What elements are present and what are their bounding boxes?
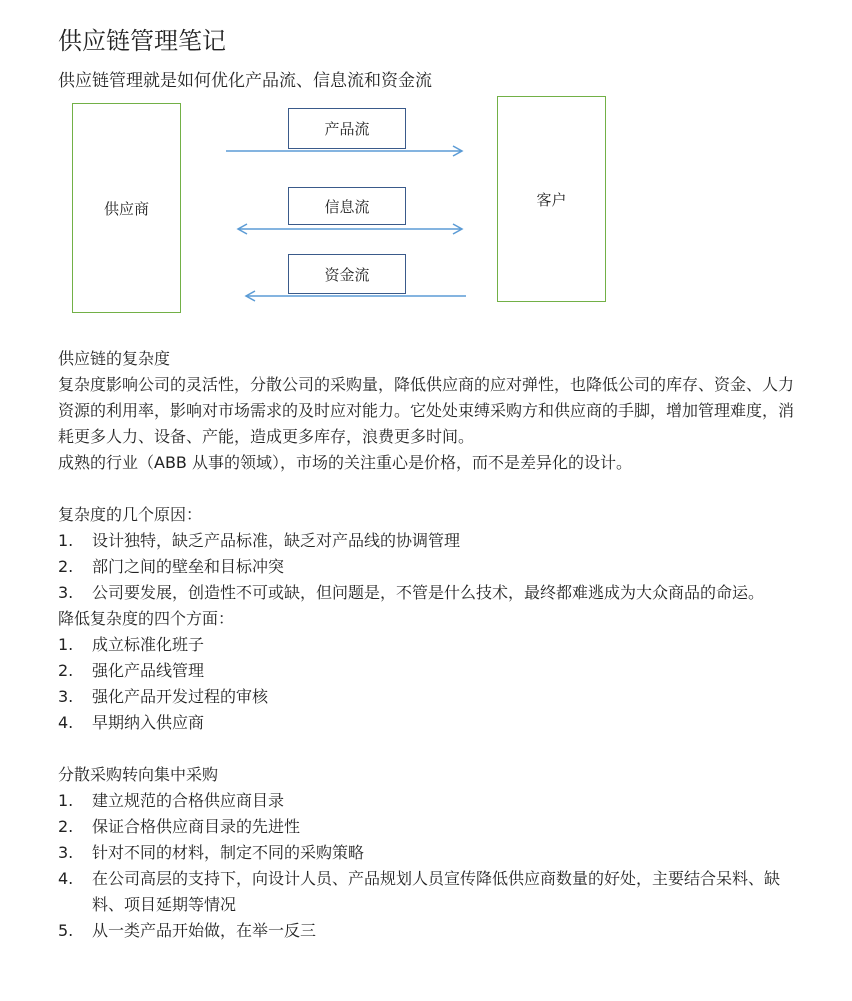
reduce-list <box>58 632 798 736</box>
complexity-paragraph: 复杂度影响公司的灵活性，分散公司的采购量，降低供应商的应对弹性，也降低公司的库存、资金、人力资源的利用率，影响对市场需求的及时应对能力。它处处束缚采购方和供应商的手脚，增加管理难度，消耗更多人力、设备、产能，造成更多库存，浪费更多时间。 <box>58 375 795 446</box>
list-item: 4. 在公司高层的支持下，向设计人员、产品规划人员宣传降低供应商数量的好处，主要结合呆料、缺料、项目延期等情况 <box>58 869 781 914</box>
product-flow-label: 产品流 <box>324 120 370 138</box>
centralize-list <box>58 788 798 944</box>
list-item: 1. 建立规范的合格供应商目录 <box>58 791 285 810</box>
supplier-label: 供应商 <box>103 199 149 218</box>
reasons-heading: 复杂度的几个原因： <box>58 505 203 524</box>
list-item: 2. 保证合格供应商目录的先进性 <box>58 817 301 836</box>
page-title: 供应链管理笔记 <box>58 27 226 55</box>
list-item: 4. 早期纳入供应商 <box>58 713 205 732</box>
complexity-heading: 供应链的复杂度 <box>58 349 171 368</box>
reduce-heading: 降低复杂度的四个方面： <box>58 609 235 628</box>
information-flow-label: 信息流 <box>324 197 370 216</box>
funds-flow-label: 资金流 <box>324 265 370 284</box>
flow-arrows <box>0 0 852 340</box>
mature-industry-paragraph: 成熟的行业（ABB 从事的领域），市场的关注重心是价格，而不是差异化的设计。 <box>58 453 632 472</box>
list-item: 2. 强化产品线管理 <box>58 661 205 680</box>
notes-body <box>58 346 798 944</box>
customer-label: 客户 <box>536 191 567 209</box>
list-item: 1. 设计独特，缺乏产品标准，缺乏对产品线的协调管理 <box>58 531 461 550</box>
page-subtitle: 供应链管理就是如何优化产品流、信息流和资金流 <box>58 71 432 91</box>
list-item: 2. 部门之间的壁垒和目标冲突 <box>58 557 285 576</box>
list-item: 3. 强化产品开发过程的审核 <box>58 687 269 706</box>
centralize-heading: 分散采购转向集中采购 <box>58 765 219 784</box>
list-item: 3. 公司要发展，创造性不可或缺，但问题是，不管是什么技术，最终都难逃成为大众商品的命运。 <box>58 583 765 602</box>
list-item: 5. 从一类产品开始做，在举一反三 <box>58 921 317 940</box>
reasons-list <box>58 528 798 606</box>
list-item: 3. 针对不同的材料，制定不同的采购策略 <box>58 843 365 862</box>
list-item: 1. 成立标准化班子 <box>58 635 205 654</box>
